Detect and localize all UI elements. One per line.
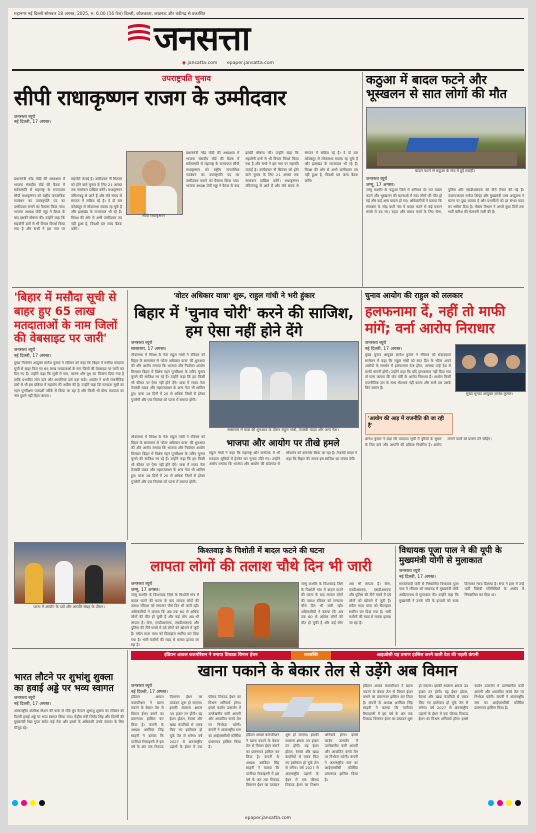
lead-photo-caption: सीपी राधाकृष्णन (142, 213, 165, 218)
cloudburst-caption: बादल फटने से कठुआ के गांव में हुई तबाही। (415, 168, 475, 173)
pooja-byline: जनसत्ता ब्यूरो नई दिल्ली, 17 अगस्त। (399, 568, 437, 580)
logo-emblem-icon (126, 22, 152, 44)
bihar-headline: 'बिहार में मसौदा सूची से बाहर हुए 65 लाख मतदाताओं के नाम जिलों की वेबसाइट पर जारी' (14, 290, 118, 346)
lead-story (14, 73, 359, 273)
eci-quote-box (365, 413, 453, 435)
eci-story (365, 291, 524, 541)
bihar-body: मुख्य निर्वाचन आयुक्त ज्ञानेश कुमार ने रविवार को कहा कि बिहार में मसौदा मतदाता सूची से बाहर किए गए 65 लाख मतदाताओं के नाम जिलों की वेबसाइट पर जारी कर दिए गए हैं। उन्होंने कहा कि सूची में नाम, कारण और बूथ का विवरण दिया गया है ताकि प्रभावित लोग दावे और आपत्तियां दर्ज करा सकें। आयोग ने सभी राजनीतिक दलों से भी इस प्रक्रिया में सहयोग की अपील की है। उन्होंने कहा कि मतदाता सूची का गहन पुनरीक्षण पारदर्शी तरीके से किया जा रहा है और किसी भी योग्य मतदाता का नाम छूटने नहीं दिया जाएगा। (14, 361, 124, 399)
cloudburst-story (366, 73, 524, 287)
kishtwar-headline: लापता लोगों की तलाश चौथे दिन भी जारी (150, 559, 372, 575)
eci-caption: मुख्य चुनाव आयुक्त ज्ञानेश कुमार। (466, 391, 513, 396)
registration-mark-black (39, 800, 45, 806)
registration-mark-black-right (515, 800, 521, 806)
lead-body-right: प्रधानमंत्री नरेंद्र मोदी की अध्यक्षता में भाजपा संसदीय बोर्ड की बैठक में सर्वसम्मति से महाराष्ट्र के राज्यपाल सीपी राधाकृष्णन को राष्ट्रीय जनतांत्रिक गठबंधन का उपराष्ट्रपति पद का उम्मीदवार बनाने का फैसला किया गया। भाजपा अध्यक्ष जेपी नड्डा ने बैठक के बाद इसकी घोषणा की। उन्होंने कहा कि सहयोगी दलों से भी विचार विमर्श किया गया है और सभी ने इस नाम पर सहमति जताई है। उम्मीदवार नौ सितंबर को होने वाले चुनाव के लिए 21 अगस्त तक नामांकन दाखिल करेंगे। राधाकृष्णन तमिलनाडु से आते हैं और लंबे समय से संगठन में सक्रिय रहे हैं। वे दो बार कोयंबटूर से लोकसभा सदस्य रह चुके हैं और झारखंड के राज्यपाल भी रहे हैं। विपक्ष की ओर से अभी उम्मीदवार तय नहीं हुआ है, विपक्षी दल जल्द बैठक करेंगे। (186, 151, 358, 189)
rahul-rally-story (131, 291, 357, 541)
ioc-strap-mid: उपलब्धि (291, 651, 331, 660)
lead-kicker: उपराष्ट्रपति चुनाव (162, 74, 211, 83)
bihar-photo (14, 542, 126, 604)
rally-body-left: लोकसभा में विपक्ष के नेता राहुल गांधी ने रविवार को बिहार के सासाराम से 'वोटर अधिकार यात्रा' की शुरुआत की और आरोप लगाया कि भाजपा और निर्वाचन आयोग मिलकर बिहार में विशेष गहन पुनरीक्षण के जरिए चुनाव चुराने की साजिश रच रहे हैं। उन्होंने कहा कि हम किसी भी कीमत पर ऐसा नहीं होने देंगे। यात्रा में राजद नेता तेजस्वी यादव और महागठबंधन के अन्य नेता भी शामिल हुए। यात्रा 16 दिनों में 20 से अधिक जिलों से होकर गुजरेगी और एक सितंबर को पटना में समाप्त होगी। (131, 353, 205, 402)
pooja-pal-story (399, 546, 524, 646)
website-link[interactable]: ◉ jansatta.com epaper.jansatta.com (182, 61, 274, 66)
shubhanshu-body: अंतरराष्ट्रीय अंतरिक्ष स्टेशन की यात्रा से लौटे ग्रुप कैप्टन शुभांशु शुक्ला का रविवार को दिल्ली हवाई अड्डे पर भव्य स्वागत किया गया। केंद्रीय मंत्री जितेंद्र सिंह और दिल्ली की मुख्यमंत्री रेखा गुप्ता समेत कई नेता और इसरो के अधिकारी उनके स्वागत के लिए मौजूद रहे। (14, 709, 124, 730)
bjp-headline: भाजपा और आयोग पर तीखे हमले (226, 439, 340, 449)
kishtwar-photo (203, 582, 299, 648)
cloudburst-headline: कठुआ में बादल फटने और भूस्खलन से सात लोगों की मौत (366, 72, 507, 102)
eci-kicker: चुनाव आयोग की राहुल को ललकार (365, 291, 463, 300)
eci-photo (455, 344, 526, 392)
lead-byline: जनसत्ता ब्यूरो नई दिल्ली, 17 अगस्त। (14, 114, 52, 126)
footer-url[interactable]: epaper.jansatta.com (244, 816, 292, 821)
registration-mark-cyan-right (488, 800, 494, 806)
eci-body-2: ज्ञानेश कुमार ने कहा कि मतदाता सूची में त्रुटियों के सुधार के लिए दावे और आपत्ति की प्रक्रिया निर्धारित है। आरोप लगाने वालों को प्रमाण देने चाहिए। (365, 437, 492, 447)
cloudburst-byline: जनसत्ता ब्यूरो जम्मू, 17 अगस्त। (366, 177, 395, 188)
ioc-strap-1: इंडियन आयल कारपोरेशन ने बनाया टिकाऊ विमान ईंधन (131, 651, 291, 660)
shubhanshu-story (14, 672, 124, 820)
lead-body-left: प्रधानमंत्री नरेंद्र मोदी की अध्यक्षता में भाजपा संसदीय बोर्ड की बैठक में सर्वसम्मति से महाराष्ट्र के राज्यपाल सीपी राधाकृष्णन को राष्ट्रीय जनतांत्रिक गठबंधन का उपराष्ट्रपति पद का उम्मीदवार बनाने का फैसला किया गया। भाजपा अध्यक्ष जेपी नड्डा ने बैठक के बाद इसकी घोषणा की। उन्होंने कहा कि सहयोगी दलों से भी विचार विमर्श किया गया है और सभी ने इस नाम पर सहमति जताई है। उम्मीदवार नौ सितंबर को होने वाले चुनाव के लिए 21 अगस्त तक नामांकन दाखिल करेंगे। राधाकृष्णन तमिलनाडु से आते हैं और लंबे समय से संगठन में सक्रिय रहे हैं। वे दो बार कोयंबटूर से लोकसभा सदस्य रह चुके हैं और झारखंड के राज्यपाल भी रहे हैं। विपक्ष की ओर से अभी उम्मीदवार तय नहीं हुआ है, विपक्षी दल जल्द बैठक करेंगे। (14, 177, 122, 232)
registration-mark-cyan (12, 800, 18, 806)
ioc-body-right: इंडियन आयल कारपोरेशन ने खाना पकाने के बेकार तेल से विमान ईंधन बनाने का प्रमाणपत्र हासिल कर लिया है। कंपनी के अध्यक्ष अरविंदर सिंह साहनी ने बताया कि पानीपत रिफाइनरी में इस वर्ष के अंत तक टिकाऊ विमानन ईंधन का उत्पादन शुरू हो जाएगा। इसकी सालाना क्षमता 35 हजार टन होगी। यह ईंधन होटल, रेस्तरां और खाद्य कंपनियों से एकत्र किए गए इस्तेमाल हो चुके तेल से बनेगा। वर्ष 2027 से अंतरराष्ट्रीय उड़ानों के ईंधन में एक फीसद टिकाऊ ईंधन का मिश्रण अनिवार्य होगा। इससे कार्बन उत्सर्जन में उल्लेखनीय कमी आएगी और आयातित कच्चे तेल पर निर्भरता घटेगी। कंपनी ने अंतरराष्ट्रीय स्तर का आईएससीसी कोर्सिया प्रमाणपत्र हासिल किया है। (363, 684, 524, 722)
pooja-body: समाजवादी पार्टी से निष्कासित विधायक पूजा पाल ने रविवार को लखनऊ में मुख्यमंत्री योगी आदित्यनाथ से मुलाकात की। उन्होंने कहा कि मुख्यमंत्री ने उनके पति के हत्यारों को सजा दिलाकर न्याय दिलाया है। सपा ने हाल में उन्हें पार्टी विरोधी गतिविधियों के आरोप में निष्कासित कर दिया था। (399, 581, 524, 603)
bjp-block (209, 439, 357, 539)
cloudburst-photo (366, 107, 526, 169)
registration-mark-magenta-right (497, 800, 503, 806)
shubhanshu-byline: जनसत्ता ब्यूरो नई दिल्ली, 17 अगस्त। (14, 696, 52, 708)
kishtwar-kicker: किश्तवाड़ के चिशोती में बादल फटने की घटना (197, 546, 325, 555)
ioc-byline: जनसत्ता ब्यूरो नई दिल्ली, 17 अगस्त। (131, 684, 169, 695)
ioc-headline: खाना पकाने के बेकार तेल से उड़ेंगे अब विमान (197, 662, 458, 680)
registration-mark-yellow-right (506, 800, 512, 806)
eci-byline: जनसत्ता ब्यूरो नई दिल्ली, 17 अगस्त। (365, 341, 403, 352)
eci-body: मुख्य चुनाव आयुक्त ज्ञानेश कुमार ने रविवार को संवाददाता सम्मेलन में कहा कि राहुल गांधी को सात दिन के भीतर अपने आरोपों के समर्थन में हलफनामा देना होगा, अन्यथा उन्हें देश से माफी मांगनी होगी। उन्होंने कहा कि यदि हलफनामा नहीं दिया गया तो माना जाएगा कि वोट चोरी के आरोप निराधार हैं। आयोग किसी राजनीतिक दल के साथ भेदभाव नहीं करता और सभी दल उसके लिए समान हैं। (365, 353, 451, 391)
ioc-body-left: इंडियन आयल कारपोरेशन ने खाना पकाने के बेकार तेल से विमान ईंधन बनाने का प्रमाणपत्र हासिल कर लिया है। कंपनी के अध्यक्ष अरविंदर सिंह साहनी ने बताया कि पानीपत रिफाइनरी में इस वर्ष के अंत तक टिकाऊ विमानन ईंधन का उत्पादन शुरू हो जाएगा। इसकी सालाना क्षमता 35 हजार टन होगी। यह ईंधन होटल, रेस्तरां और खाद्य कंपनियों से एकत्र किए गए इस्तेमाल हो चुके तेल से बनेगा। वर्ष 2027 से अंतरराष्ट्रीय उड़ानों के ईंधन में एक फीसद टिकाऊ ईंधन का मिश्रण अनिवार्य होगा। इससे कार्बन उत्सर्जन में उल्लेखनीय कमी आएगी और आयातित कच्चे तेल पर निर्भरता घटेगी। कंपनी ने अंतरराष्ट्रीय स्तर का आईएससीसी कोर्सिया प्रमाणपत्र हासिल किया है। (131, 695, 241, 750)
registration-mark-magenta (21, 800, 27, 806)
ioc-strap-2: आइओसी यह प्रमाण हासिल करने वाली देश की पहली कंपनी (331, 651, 524, 660)
masthead-logo: जनसत्ता (154, 19, 250, 59)
dateline: महानगर नई दिल्ली सोमवार 18 अगस्त, 2025, रु. 6.00 (16 पेज) दिल्ली, कोलकाता, लखनऊ और चंडीगढ़ से प्रकाशित (14, 12, 206, 17)
globe-icon: ◉ (182, 61, 187, 66)
rally-caption: सासाराम में यात्रा की शुरुआत के दौरान राहुल गांधी, तेजस्वी यादव और अन्य नेता। (227, 427, 339, 432)
eci-quote: 'आयोग की आड़ में राजनीति की जा रही है' (368, 416, 444, 429)
kishtwar-byline: जनसत्ता ब्यूरो जम्मू, 17 अगस्त। (131, 582, 160, 593)
bihar-byline: जनसत्ता ब्यूरो नई दिल्ली, 17 अगस्त। (14, 348, 52, 360)
cloudburst-body: जम्मू कश्मीर के कठुआ जिले में शनिवार देर रात बादल फटने और भूस्खलन की घटनाओं में सात लोगों की मौत हो गई और कई अन्य घायल हो गए। अधिकारियों ने बताया कि राजबाग के जोड़ घाटी गांव में बादल फटने से कई मकान मलबे में दब गए। राहत और बचाव कार्य के लिए सेना, पुलिस और एसडीआरएफ की टीमें तैनात की गई हैं। उपराज्यपाल मनोज सिन्हा और मुख्यमंत्री उमर अब्दुल्ला ने घटना पर दुख जताया है और प्रभावितों को हर संभव मदद का भरोसा दिया है। मौसम विभाग ने अगले कुछ दिनों तक भारी बारिश की चेतावनी जारी की है। (366, 188, 524, 215)
ioc-plane-photo (246, 684, 360, 732)
shubhanshu-headline: भारत लौटने पर शुभांशु शुक्ला का हवाई अड्डे पर भव्य स्वागत (14, 672, 114, 695)
rally-body-left-2: लोकसभा में विपक्ष के नेता राहुल गांधी ने रविवार को बिहार के सासाराम से 'वोटर अधिकार यात्रा' की शुरुआत की और आरोप लगाया कि भाजपा और निर्वाचन आयोग मिलकर बिहार में विशेष गहन पुनरीक्षण के जरिए चुनाव चुराने की साजिश रच रहे हैं। उन्होंने कहा कि हम किसी भी कीमत पर ऐसा नहीं होने देंगे। यात्रा में राजद नेता तेजस्वी यादव और महागठबंधन के अन्य नेता भी शामिल हुए। यात्रा 16 दिनों में 20 से अधिक जिलों से होकर गुजरेगी और एक सितंबर को पटना में समाप्त होगी। (131, 435, 205, 484)
bihar-photo-caption: पटना में आयोग के दावे और आपत्ति संग्रह के दौरान। (33, 604, 105, 609)
eci-headline: हलफनामा दें, नहीं तो माफी मांगें; वर्ना आरोप निराधार (365, 304, 506, 338)
rally-kicker: 'वोटर अधिकार यात्रा' शुरू, राहुल गांधी ने भरी हुंकार (173, 291, 315, 300)
registration-mark-yellow (30, 800, 36, 806)
kishtwar-story (131, 546, 391, 646)
ioc-body-mid: इंडियन आयल कारपोरेशन ने खाना पकाने के बेकार तेल से विमान ईंधन बनाने का प्रमाणपत्र हासिल कर लिया है। कंपनी के अध्यक्ष अरविंदर सिंह साहनी ने बताया कि पानीपत रिफाइनरी में इस वर्ष के अंत तक टिकाऊ विमानन ईंधन का उत्पादन शुरू हो जाएगा। इसकी सालाना क्षमता 35 हजार टन होगी। यह ईंधन होटल, रेस्तरां और खाद्य कंपनियों से एकत्र किए गए इस्तेमाल हो चुके तेल से बनेगा। वर्ष 2027 से अंतरराष्ट्रीय उड़ानों के ईंधन में एक फीसद टिकाऊ ईंधन का मिश्रण अनिवार्य होगा। इससे कार्बन उत्सर्जन में उल्लेखनीय कमी आएगी और आयातित कच्चे तेल पर निर्भरता घटेगी। कंपनी ने अंतरराष्ट्रीय स्तर का आईएससीसी कोर्सिया प्रमाणपत्र हासिल किया है। (246, 733, 358, 788)
kishtwar-body-left: जम्मू कश्मीर के किश्तवाड़ जिले के चिशोती गांव में बादल फटने की घटना के बाद लापता लोगों की तलाश रविवार को लगातार चौथे दिन भी जारी रही। अधिकारियों ने बताया कि अब तक 60 से अधिक लोगों की मौत हो चुकी है और कई लोग अब भी लापता हैं। सेना, एनडीआरएफ, एसडीआरएफ और पुलिस की टीमें मलबे में दबे लोगों को खोजने में जुटी हैं। मचैल माता यात्रा को फिलहाल स्थगित कर दिया गया है। भारी मशीनों की मदद से मलबा हटाया जा रहा है। (131, 593, 199, 648)
lead-headline: सीपी राधाकृष्णन राजग के उम्मीदवार (14, 86, 286, 110)
rally-headline: बिहार में 'चुनाव चोरी' करने की साजिश, हम ऐसा नहीं होने देंगे (134, 304, 354, 340)
newspaper-page (8, 8, 528, 825)
lead-photo (126, 151, 183, 215)
rally-photo (209, 341, 359, 428)
rally-byline: जनसत्ता ब्यूरो सासाराम, 17 अगस्त। (131, 341, 167, 352)
kishtwar-body-right: जम्मू कश्मीर के किश्तवाड़ जिले के चिशोती गांव में बादल फटने की घटना के बाद लापता लोगों की तलाश रविवार को लगातार चौथे दिन भी जारी रही। अधिकारियों ने बताया कि अब तक 60 से अधिक लोगों की मौत हो चुकी है और कई लोग अब भी लापता हैं। सेना, एनडीआरएफ, एसडीआरएफ और पुलिस की टीमें मलबे में दबे लोगों को खोजने में जुटी हैं। मचैल माता यात्रा को फिलहाल स्थगित कर दिया गया है। भारी मशीनों की मदद से मलबा हटाया जा रहा है। (301, 582, 391, 625)
bjp-body: राहुल गांधी ने कहा कि महाराष्ट्र और कर्नाटक में भी मतदाता सूचियों में हेरफेर कर चुनाव जीते गए। उन्होंने आरोप लगाया कि भाजपा और आयोग की सांठगांठ से लोकतंत्र को कमजोर किया जा रहा है। तेजस्वी यादव ने कहा कि बिहार की जनता इस साजिश का जवाब देगी। (209, 451, 357, 467)
pooja-headline: विधायक पूजा पाल ने की यूपी के मुख्यमंत्री योगी से मुलाकात (399, 546, 502, 567)
